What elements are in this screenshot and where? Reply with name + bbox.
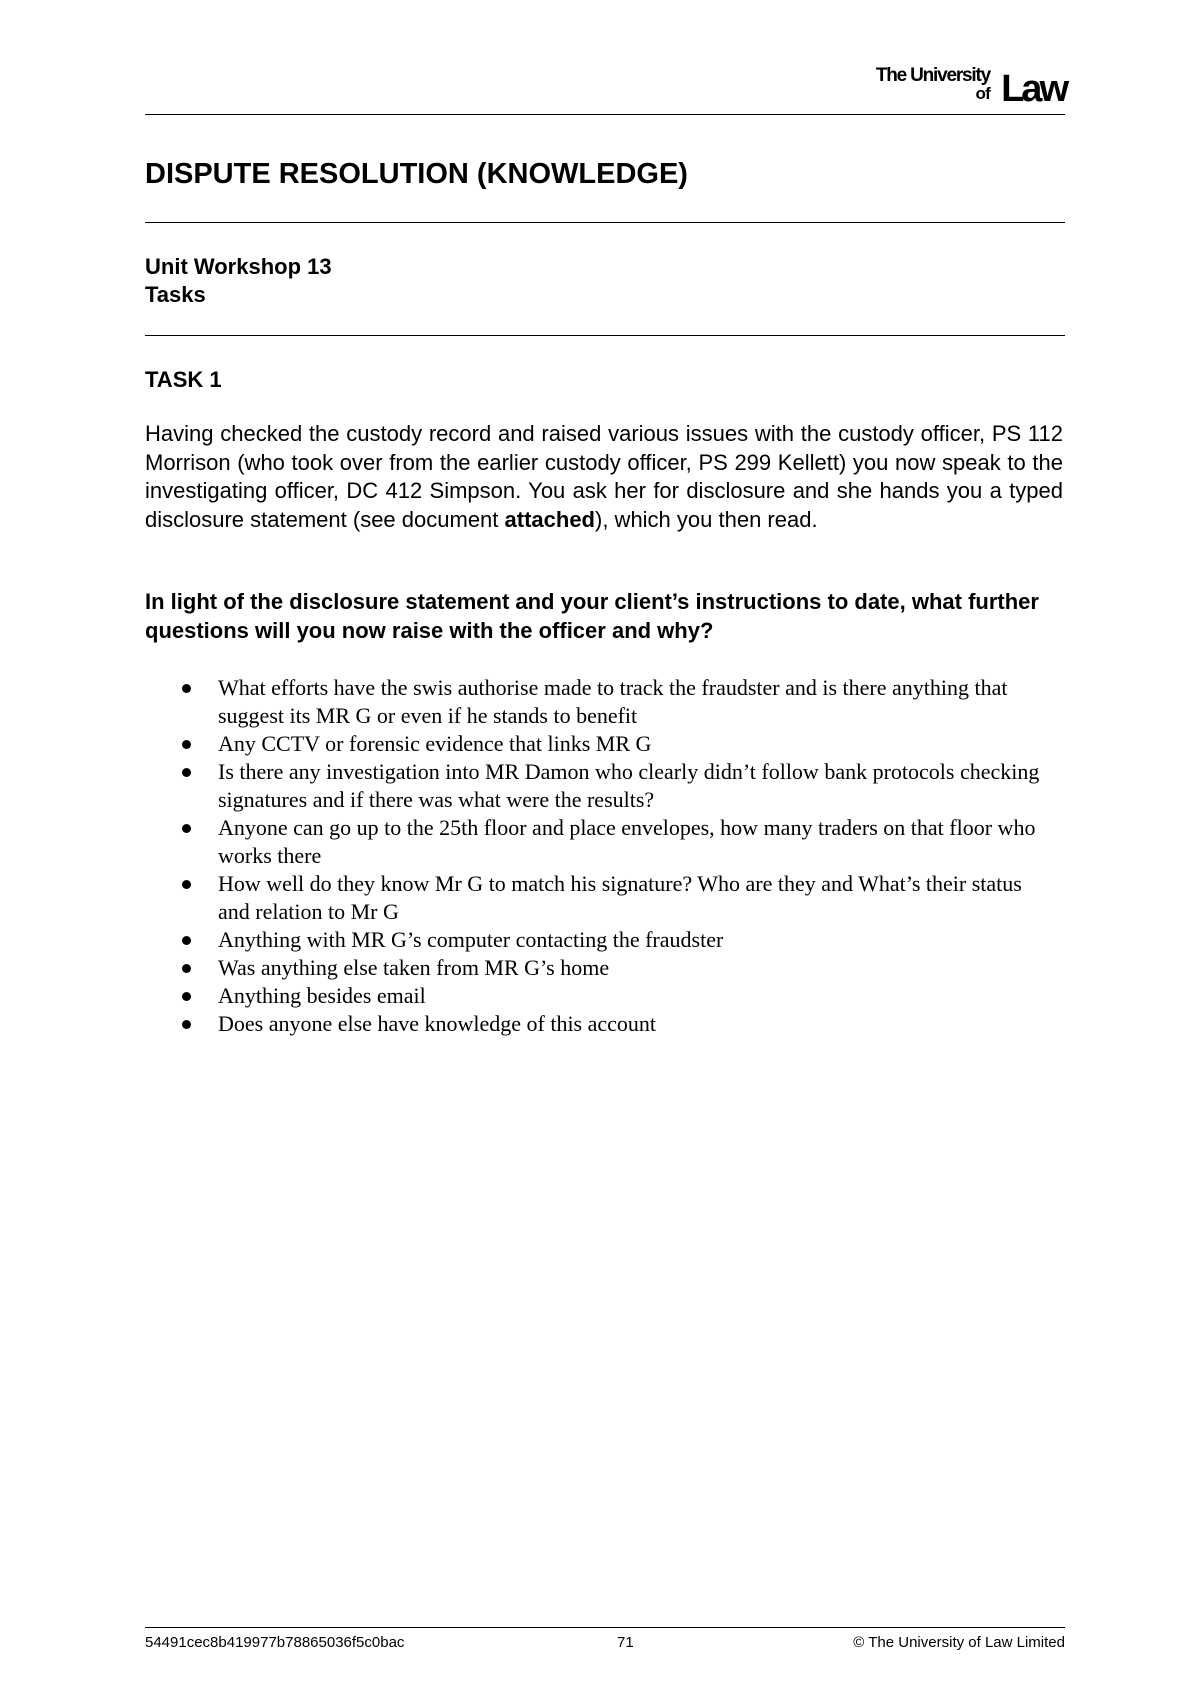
paragraph-text-start: Having checked the custody record and raised various issues with the custody officer, PS 112 Morrison (who took over from the earlier custody officer, PS 299 Kellett) you now speak to the investigating officer, DC 412 Simpson. You ask her for disclosure and she hands you a typed disclosure statement (see document [145, 421, 1063, 532]
task-paragraph [145, 420, 1063, 534]
logo-text-of: of [975, 84, 990, 103]
subtitle-divider [145, 335, 1065, 336]
bullet-icon [182, 992, 191, 1001]
bullet-text: Does anyone else have knowledge of this account [218, 1011, 657, 1036]
bullet-text: Is there any investigation into MR Damon who clearly didn’t follow bank protocols checking signatures and if there was what were the results? [218, 759, 1040, 812]
header-divider [145, 114, 1065, 115]
bullet-icon [182, 964, 191, 973]
bullet-item [145, 730, 1045, 758]
footer-page-number: 71 [617, 1634, 634, 1651]
subtitle-label: Tasks [145, 282, 206, 307]
bullet-text: Anyone can go up to the 25th floor and place envelopes, how many traders on that floor who works there [218, 815, 1036, 868]
bullet-text: Anything besides email [218, 983, 426, 1008]
bullet-text: Anything with MR G’s computer contacting the fraudster [218, 927, 724, 952]
answer-bullet-list [145, 674, 1045, 1038]
footer-copyright: © The University of Law Limited [853, 1634, 1065, 1651]
task-question: In light of the disclosure statement and your client’s instructions to date, what further questions will you now raise with the officer and why? [145, 589, 1039, 643]
document-title: DISPUTE RESOLUTION (KNOWLEDGE) [145, 158, 688, 190]
bullet-text: How well do they know Mr G to match his signature? Who are they and What’s their status and relation to Mr G [218, 871, 1022, 924]
bullet-item [145, 870, 1045, 926]
bullet-text: Was anything else taken from MR G’s home [218, 955, 610, 980]
title-divider [145, 222, 1065, 223]
logo-text-university: The University [875, 65, 990, 86]
bullet-item [145, 926, 1045, 954]
footer-document-id: 54491cec8b419977b78865036f5c0bac [145, 1634, 405, 1651]
bullet-icon [182, 936, 191, 945]
bullet-text: Any CCTV or forensic evidence that links MR G [218, 731, 652, 756]
bullet-item [145, 814, 1045, 870]
university-logo [860, 65, 1066, 110]
task-heading: TASK 1 [145, 367, 222, 392]
bullet-item [145, 982, 1045, 1010]
bullet-icon [182, 684, 191, 693]
footer-divider [145, 1627, 1065, 1628]
paragraph-text-bold: attached [504, 506, 595, 532]
bullet-icon [182, 768, 191, 777]
bullet-icon [182, 1020, 191, 1029]
bullet-icon [182, 824, 191, 833]
bullet-icon [182, 740, 191, 749]
logo-text-law: Law [1001, 68, 1066, 110]
paragraph-text-end: ), which you then read. [595, 506, 818, 532]
bullet-item [145, 758, 1045, 814]
unit-label: Unit Workshop 13 [145, 254, 332, 279]
bullet-item [145, 674, 1045, 730]
bullet-item [145, 1010, 1045, 1038]
bullet-icon [182, 880, 191, 889]
bullet-item [145, 954, 1045, 982]
bullet-text: What efforts have the swis authorise made to track the fraudster and is there anything that suggest its MR G or even if he stands to benefit [218, 675, 1008, 728]
